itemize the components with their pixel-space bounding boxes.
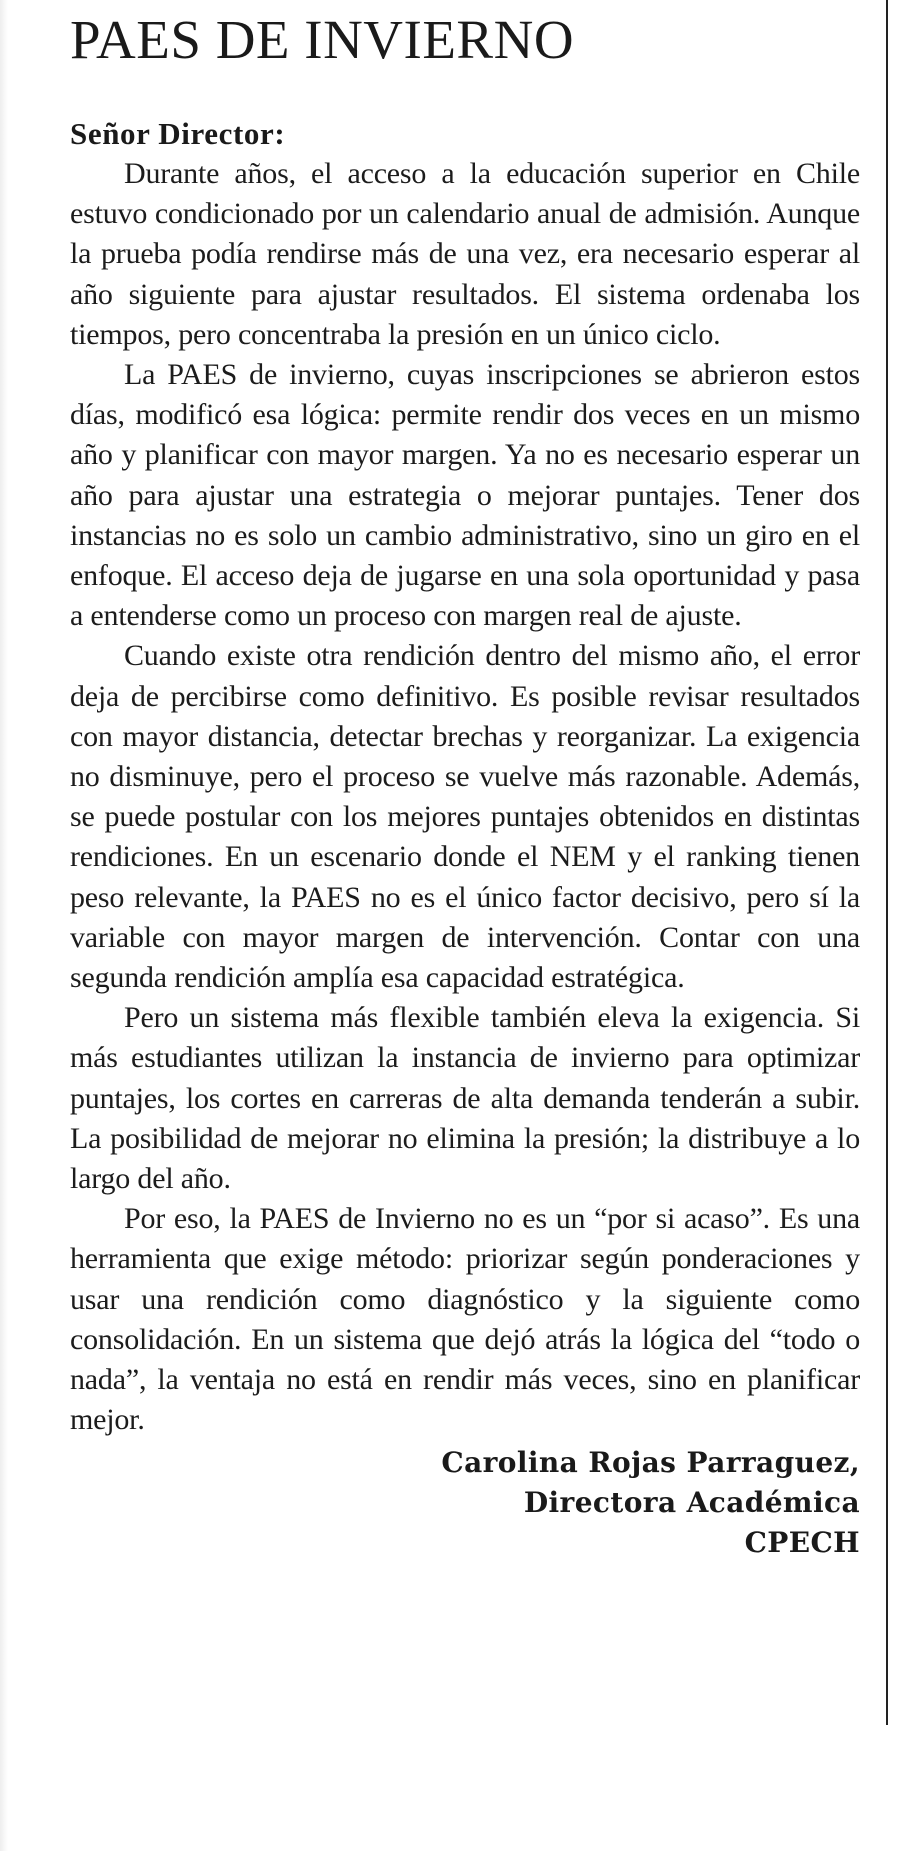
salutation: Señor Director: (70, 116, 286, 151)
signature-organization: CPECH (744, 1525, 860, 1559)
letter-column (70, 0, 860, 1563)
letter-body (70, 154, 860, 1441)
paragraph: La PAES de invierno, cuyas inscripciones se abrieron estos días, modificó esa lógica: permite rendir dos veces en un mismo año y planificar con mayor margen. Ya no es necesario esperar un año para ajustar una estrategia o mejorar puntajes. Tener dos instancias no es solo un cambio administrativo, sino un giro en el enfoque. El acceso deja de jugarse en una sola oportunidad y pasa a entenderse como un proceso con margen real de ajuste. (70, 358, 860, 633)
page-fold-shadow (0, 0, 8, 1851)
paragraph: Por eso, la PAES de Invierno no es un “por si acaso”. Es una herramienta que exige método: priorizar según ponderaciones y usar una rendición como diagnóstico y la siguiente como consolidación. En un sistema que dejó atrás la lógica del “todo o nada”, la ventaja no está en rendir más veces, sino en planificar mejor. (70, 1202, 860, 1437)
signature-role: Directora Académica (523, 1485, 860, 1519)
column-rule (886, 0, 888, 1725)
paragraph: Pero un sistema más flexible también eleva la exigencia. Si más estudiantes utilizan la instancia de invierno para optimizar puntajes, los cortes en carreras de alta demanda tenderán a subir. La posibilidad de mejorar no elimina la presión; la distribuye a lo largo del año. (70, 1001, 860, 1196)
signature-name: Carolina Rojas Parraguez, (441, 1445, 860, 1479)
headline: PAES DE INVIERNO (70, 9, 575, 70)
paragraph: Durante años, el acceso a la educación superior en Chile estuvo condicionado por un calendario anual de admisión. Aunque la prueba podía rendirse más de una vez, era necesario esperar al año siguiente para ajustar resultados. El sistema ordenaba los tiempos, pero concentraba la presión en un único ciclo. (70, 157, 860, 351)
signature-block (70, 1443, 860, 1563)
paragraph: Cuando existe otra rendición dentro del mismo año, el error deja de percibirse como definitivo. Es posible revisar resultados con mayor distancia, detectar brechas y reorganizar. La exigencia no disminuye, pero el proceso se vuelve más razonable. Además, se puede postular con los mejores puntajes obtenidos en distintas rendiciones. En un escenario donde el NEM y el ranking tienen peso relevante, la PAES no es el único factor decisivo, pero sí la variable con mayor margen de intervención. Contar con una segunda rendición amplía esa capacidad estratégica. (70, 639, 860, 995)
